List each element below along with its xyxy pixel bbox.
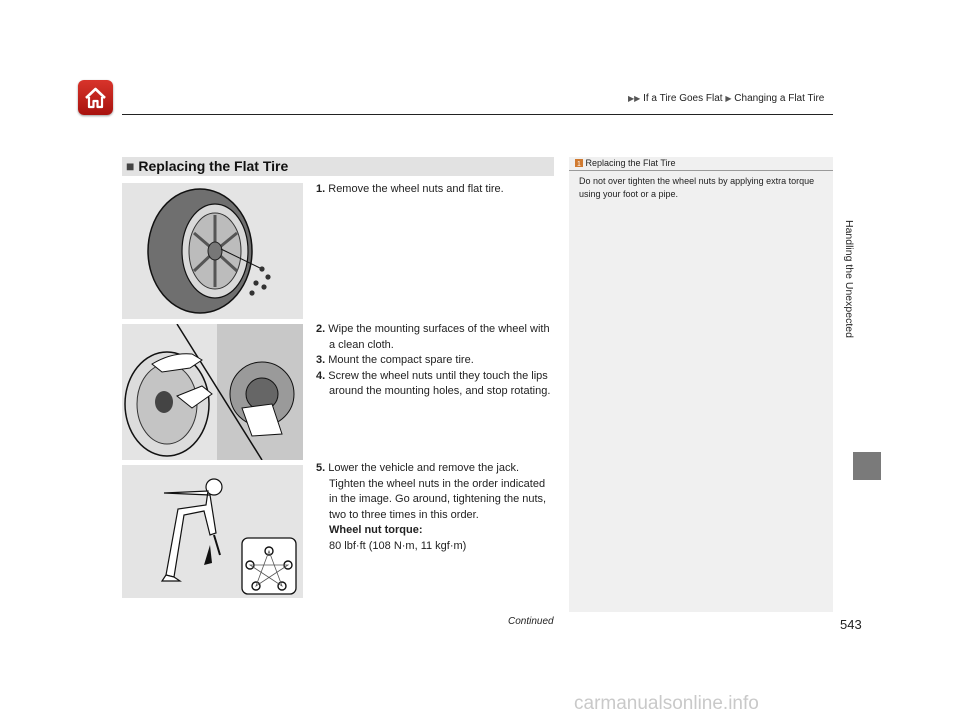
note-heading	[575, 158, 676, 168]
breadcrumb-item-if-a-tire-goes-flat[interactable]: If a Tire Goes Flat	[643, 93, 723, 104]
step-1	[316, 182, 552, 198]
step-5	[316, 461, 552, 554]
note-text: Do not over tighten the wheel nuts by applying extra torque using your foot or a pipe.	[579, 176, 815, 199]
watermark: carmanualsonline.info	[574, 693, 759, 714]
chapter-label: Handling the Unexpected	[843, 220, 855, 338]
note-heading-text: Replacing the Flat Tire	[585, 158, 676, 168]
step-number: 2.	[316, 323, 326, 335]
step-3	[316, 353, 552, 369]
note-ref-icon	[575, 159, 583, 167]
page-number: 543	[840, 617, 862, 632]
step-text: Screw the wheel nuts until they touch the lips around the mounting holes, and stop rotating.	[328, 369, 551, 397]
step-number: 5.	[316, 462, 326, 474]
note-panel	[569, 157, 833, 612]
step-text: Wipe the mounting surfaces of the wheel with a clean cloth.	[328, 323, 550, 351]
step-2	[316, 322, 552, 353]
continued-label: Continued	[508, 616, 554, 627]
chapter-marker-block	[853, 452, 881, 480]
breadcrumb	[628, 93, 824, 104]
section-title-text: Replacing the Flat Tire	[138, 158, 289, 174]
step-text: Lower the vehicle and remove the jack. Tighten the wheel nuts in the order indicated in the image. Go around, tightening the nuts, two to three times in this order.	[328, 462, 547, 521]
tighten-nuts-illustration	[122, 465, 303, 598]
torque-value: 80 lbf·ft (108 N·m, 11 kgf·m)	[329, 539, 467, 552]
step-number: 4.	[316, 369, 326, 382]
step-number: 3.	[316, 354, 326, 366]
step-text: Mount the compact spare tire.	[328, 354, 474, 366]
illustration-tighten-nuts	[122, 465, 303, 598]
step-text: Remove the wheel nuts and flat tire.	[328, 183, 504, 195]
step-number: 1.	[316, 183, 326, 195]
illustration-remove-flat-tire	[122, 183, 303, 319]
section-marker: ■	[126, 158, 135, 174]
mount-spare-illustration	[122, 324, 303, 460]
home-button[interactable]	[78, 80, 113, 115]
step-4	[316, 369, 552, 400]
header-divider	[122, 114, 833, 115]
steps-2-4	[316, 322, 552, 400]
torque-label: Wheel nut torque:	[329, 524, 423, 536]
flat-tire-illustration	[122, 183, 303, 319]
breadcrumb-arrow: ▶▶	[628, 94, 641, 103]
illustration-mount-spare-tire	[122, 324, 303, 460]
note-divider	[569, 170, 833, 171]
breadcrumb-separator-icon: ▶	[725, 94, 732, 103]
breadcrumb-item-changing-a-flat-tire: Changing a Flat Tire	[734, 93, 825, 104]
home-icon	[78, 80, 113, 115]
chapter-side-tab	[839, 220, 857, 450]
svg-text:1: 1	[577, 161, 581, 167]
section-title	[126, 158, 288, 174]
